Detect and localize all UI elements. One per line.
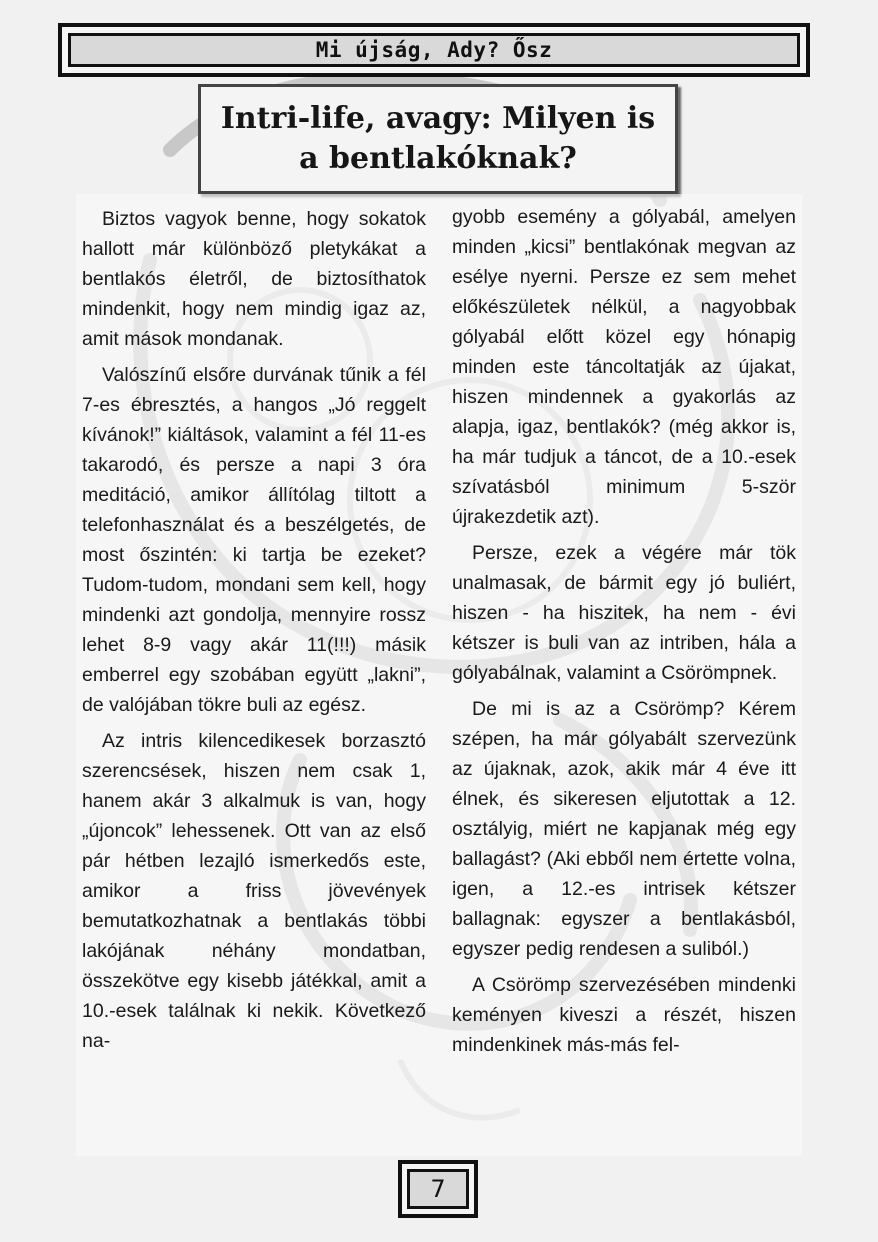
paragraph: Persze, ezek a végére már tök unalmasak, de bármit egy jó buliért, hiszen - ha hiszitek, ha nem - évi kétszer is buli van az intriben, hála a gólyabálnak, valamint a Csörömpnek.	[452, 542, 796, 684]
section-header-inner	[68, 33, 800, 67]
paragraph: Biztos vagyok benne, hogy sokatok hallott már különböző pletykákat a bentlakós életről, de biztosíthatok mindenkit, hogy nem mindig igaz az, amit mások mondanak.	[82, 208, 426, 350]
article-column-left	[82, 204, 426, 1062]
article-column-right	[452, 202, 796, 1066]
article-body	[76, 194, 802, 1156]
article-title-line-2: a bentlakóknak?	[299, 141, 577, 176]
paragraph: A Csörömp szervezésében mindenki keményen kiveszi a részét, hiszen mindenkinek más-más fel-	[452, 974, 796, 1056]
section-title: Mi újság, Ady? Ősz	[315, 38, 553, 62]
paragraph: Valószínű elsőre durvának tűnik a fél 7-es ébresztés, a hangos „Jó reggelt kívánok!” kiáltások, valamint a fél 11-es takarodó, és persze a napi 3 óra meditáció, amikor állítólag tiltott a telefonhasználat és a beszélgetés, de most őszintén: ki tartja be ezeket? Tudom-tudom, mondani sem kell, hogy mindenki azt gondolja, mennyire rossz lehet 8-9 vagy akár 11(!!!) másik emberrel egy szobában együtt „lakni”, de valójában tökre buli az egész.	[82, 364, 426, 716]
article-title-line-1: Intri-life, avagy: Milyen is	[220, 101, 656, 136]
page-number-box	[398, 1160, 478, 1218]
paragraph: Az intris kilencedikesek borzasztó szerencsések, hiszen nem csak 1, hanem akár 3 alkalmuk is van, hogy „újoncok” lehessenek. Ott van az első pár hétben lezajló ismerkedős este, amikor a friss jövevények bemutatkozhatnak a bentlakás többi lakójának néhány mondatban, összekötve egy kisebb játékkal, amit a 10.-esek találnak ki nekik. Következő na-	[82, 730, 426, 1052]
article-title-box	[198, 84, 678, 194]
section-header	[58, 23, 810, 77]
page-number: 7	[407, 1169, 469, 1209]
paragraph-continuation: gyobb esemény a gólyabál, amelyen minden „kicsi” bentlakónak megvan az esélye nyerni. Persze ez sem mehet előkészületek nélkül, a nagyobbak gólyabál előtt közel egy hónapig minden este táncoltatják az újakat, hiszen mindennek a gyakorlás az alapja, igaz, bentlakók? (még akkor is, ha már tudjuk a táncot, de a 10.-esek szívatásból minimum 5-ször újrakezdetik azt).	[452, 206, 796, 528]
paragraph: De mi is az a Csörömp? Kérem szépen, ha már gólyabált szervezünk az újaknak, azok, akik már 4 éve itt élnek, és sikeresen eljutottak a 12. osztályig, miért ne kapjanak még egy ballagást? (Aki ebből nem értette volna, igen, a 12.-es intrisek kétszer ballagnak: egyszer a bentlakásból, egyszer pedig rendesen a suliból.)	[452, 698, 796, 960]
